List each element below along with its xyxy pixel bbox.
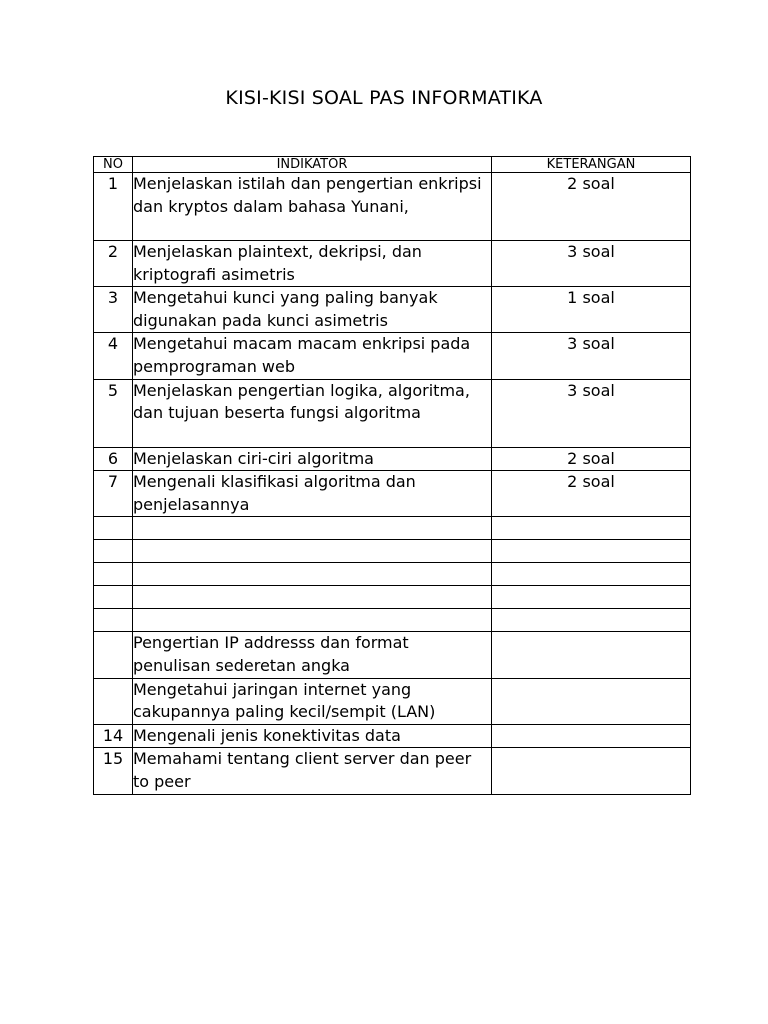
- cell-no: [94, 609, 133, 632]
- cell-indikator: Mengetahui jaringan internet yang cakupannya paling kecil/sempit (LAN): [133, 678, 492, 724]
- table-row: [94, 241, 691, 287]
- table-row: [94, 540, 691, 563]
- table-row: [94, 609, 691, 632]
- cell-no: 2: [94, 241, 133, 287]
- cell-no: 14: [94, 724, 133, 748]
- table-header-row: [94, 157, 691, 173]
- cell-no: 3: [94, 287, 133, 333]
- cell-no: [94, 517, 133, 540]
- cell-keterangan: 3 soal: [492, 333, 691, 379]
- table-row: [94, 586, 691, 609]
- cell-keterangan: [492, 540, 691, 563]
- cell-indikator: Pengertian IP addresss dan format penulisan sederetan angka: [133, 632, 492, 678]
- kisi-kisi-table: [93, 156, 691, 795]
- cell-no: 7: [94, 471, 133, 517]
- table-row: [94, 724, 691, 748]
- cell-indikator: [133, 563, 492, 586]
- cell-keterangan: 3 soal: [492, 241, 691, 287]
- cell-indikator: Mengetahui macam macam enkripsi pada pemprograman web: [133, 333, 492, 379]
- cell-indikator: Menjelaskan ciri-ciri algoritma: [133, 447, 492, 471]
- cell-no: 5: [94, 379, 133, 447]
- table-row: [94, 517, 691, 540]
- cell-keterangan: [492, 748, 691, 794]
- cell-keterangan: 3 soal: [492, 379, 691, 447]
- cell-no: 4: [94, 333, 133, 379]
- table-row: [94, 563, 691, 586]
- cell-indikator: [133, 540, 492, 563]
- cell-keterangan: [492, 678, 691, 724]
- table-row: [94, 333, 691, 379]
- cell-no: [94, 632, 133, 678]
- table-row: [94, 678, 691, 724]
- cell-indikator: Menjelaskan pengertian logika, algoritma, dan tujuan beserta fungsi algoritma: [133, 379, 492, 447]
- cell-indikator: Menjelaskan plaintext, dekripsi, dan kriptografi asimetris: [133, 241, 492, 287]
- table-row: [94, 632, 691, 678]
- cell-keterangan: [492, 632, 691, 678]
- table-row: [94, 379, 691, 447]
- header-keterangan: KETERANGAN: [492, 157, 691, 173]
- cell-keterangan: [492, 563, 691, 586]
- cell-keterangan: [492, 517, 691, 540]
- cell-no: 15: [94, 748, 133, 794]
- cell-indikator: [133, 586, 492, 609]
- cell-indikator: Mengetahui kunci yang paling banyak digunakan pada kunci asimetris: [133, 287, 492, 333]
- table-row: [94, 748, 691, 794]
- cell-indikator: Menjelaskan istilah dan pengertian enkripsi dan kryptos dalam bahasa Yunani,: [133, 173, 492, 241]
- cell-keterangan: [492, 724, 691, 748]
- cell-no: [94, 563, 133, 586]
- table-row: [94, 287, 691, 333]
- cell-keterangan: 2 soal: [492, 447, 691, 471]
- table-row: [94, 447, 691, 471]
- cell-indikator: Mengenali jenis konektivitas data: [133, 724, 492, 748]
- table-row: [94, 173, 691, 241]
- cell-keterangan: 1 soal: [492, 287, 691, 333]
- cell-no: 1: [94, 173, 133, 241]
- header-no: NO: [94, 157, 133, 173]
- cell-no: 6: [94, 447, 133, 471]
- cell-indikator: [133, 517, 492, 540]
- cell-no: [94, 586, 133, 609]
- page-title: KISI-KISI SOAL PAS INFORMATIKA: [225, 87, 543, 109]
- cell-keterangan: [492, 586, 691, 609]
- cell-keterangan: [492, 609, 691, 632]
- cell-keterangan: 2 soal: [492, 173, 691, 241]
- header-indikator: INDIKATOR: [133, 157, 492, 173]
- cell-indikator: Memahami tentang client server dan peer to peer: [133, 748, 492, 794]
- cell-no: [94, 678, 133, 724]
- cell-no: [94, 540, 133, 563]
- cell-keterangan: 2 soal: [492, 471, 691, 517]
- table-row: [94, 471, 691, 517]
- cell-indikator: Mengenali klasifikasi algoritma dan penjelasannya: [133, 471, 492, 517]
- cell-indikator: [133, 609, 492, 632]
